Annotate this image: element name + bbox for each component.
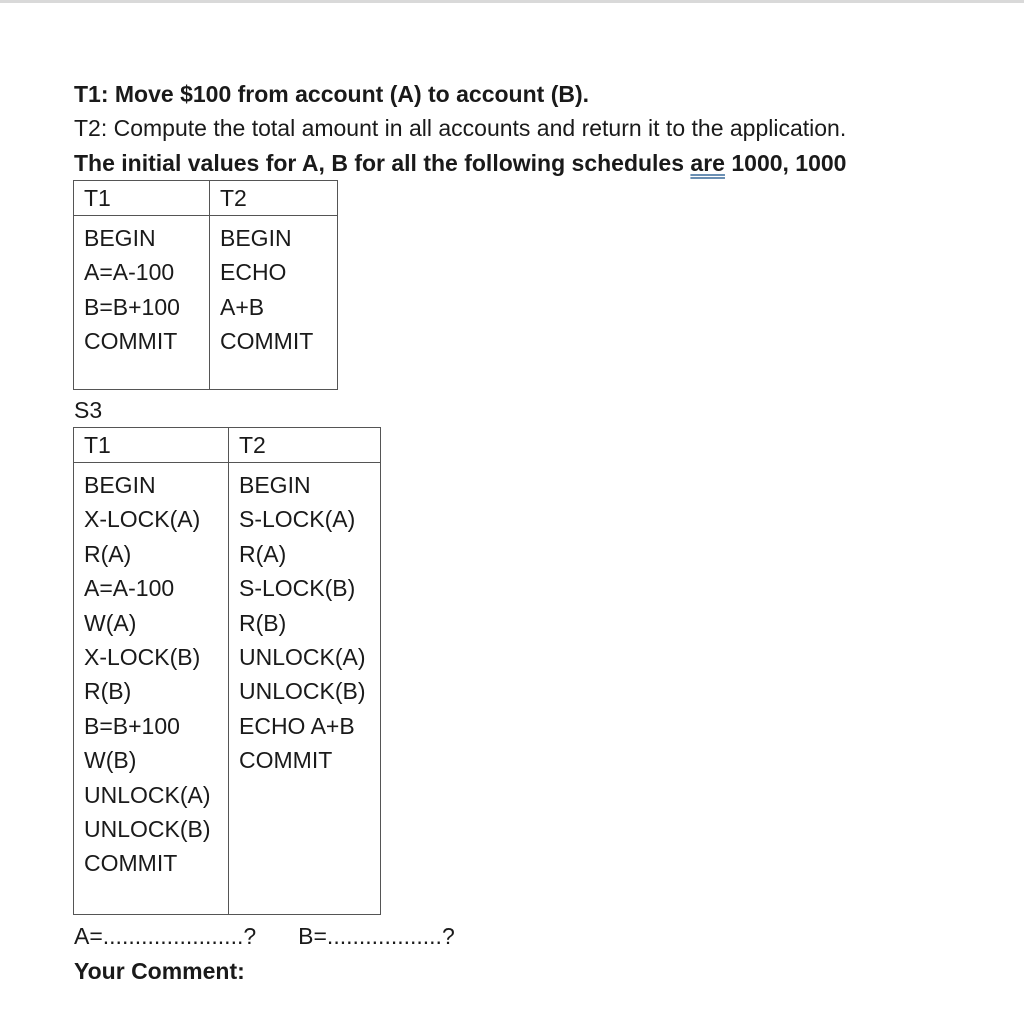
top-border	[0, 0, 1024, 3]
schedule-table-1-body	[74, 216, 338, 390]
answer-b: B=..................?	[298, 923, 455, 949]
initial-values-numbers: 1000, 1000	[724, 150, 847, 176]
table2-t2-op: BEGIN	[239, 472, 311, 498]
table1-t2-op: BEGIN	[220, 225, 292, 251]
initial-values-are: are	[690, 150, 725, 176]
schedule-table-s3-body	[74, 463, 381, 915]
table2-t1-op: R(B)	[84, 678, 132, 705]
table1-t2-op: COMMIT	[220, 328, 314, 355]
table1-t2-op: A+B	[220, 293, 265, 320]
table2-t1-op: COMMIT	[84, 850, 178, 877]
schedule-table-s3-header	[74, 428, 381, 463]
answer-a: A=......................?	[74, 923, 257, 949]
table2-t1-op: A=A-100	[84, 575, 175, 602]
table2-t2-op: COMMIT	[239, 747, 333, 774]
table2-t1-ops	[74, 463, 229, 915]
table1-t2-ops	[210, 216, 338, 390]
schedule-table-1-header	[74, 181, 338, 216]
table2-header-t2: T2	[229, 428, 381, 463]
table1-t1-op: A=A-100	[84, 259, 175, 286]
table2-t2-op: UNLOCK(A)	[239, 644, 366, 671]
schedule-table-s3	[73, 427, 381, 915]
table1-t2-op: ECHO	[220, 259, 287, 286]
table2-t2-op: UNLOCK(B)	[239, 678, 366, 705]
t1-description: T1: Move $100 from account (A) to account (B).	[74, 81, 590, 107]
comment-label: Your Comment:	[74, 958, 245, 984]
answer-line	[74, 922, 455, 950]
initial-values-statement	[74, 149, 846, 177]
table1-t1-op: BEGIN	[84, 225, 156, 251]
table2-t2-op: R(A)	[239, 540, 287, 567]
table2-t1-op: UNLOCK(B)	[84, 816, 211, 843]
table1-t1-op: B=B+100	[84, 293, 180, 320]
table1-t1-ops	[74, 216, 210, 390]
table2-t2-op: R(B)	[239, 609, 287, 636]
schedule-table-1	[73, 180, 338, 390]
table2-t1-op: UNLOCK(A)	[84, 781, 211, 808]
table2-t1-op: X-LOCK(B)	[84, 644, 201, 671]
table2-t2-op: S-LOCK(A)	[239, 506, 356, 533]
table2-t1-op: R(A)	[84, 540, 132, 567]
table1-t1-op: COMMIT	[84, 328, 178, 355]
table2-t1-op: W(A)	[84, 609, 137, 636]
table2-t2-op: S-LOCK(B)	[239, 575, 356, 602]
table1-header-t2: T2	[210, 181, 338, 216]
table2-t1-op: BEGIN	[84, 472, 156, 498]
table2-t1-op: W(B)	[84, 747, 137, 774]
initial-values-text: The initial values for A, B for all the following schedules	[74, 150, 691, 176]
table1-header-t1: T1	[74, 181, 210, 216]
table2-t1-op: B=B+100	[84, 712, 180, 739]
table2-header-t1: T1	[74, 428, 229, 463]
t2-description: T2: Compute the total amount in all accounts and return it to the application.	[74, 115, 847, 141]
table2-t1-op: X-LOCK(A)	[84, 506, 201, 533]
schedule-label-s3: S3	[74, 397, 103, 423]
table2-t2-op: ECHO A+B	[239, 712, 355, 739]
table2-t2-ops	[229, 463, 381, 915]
